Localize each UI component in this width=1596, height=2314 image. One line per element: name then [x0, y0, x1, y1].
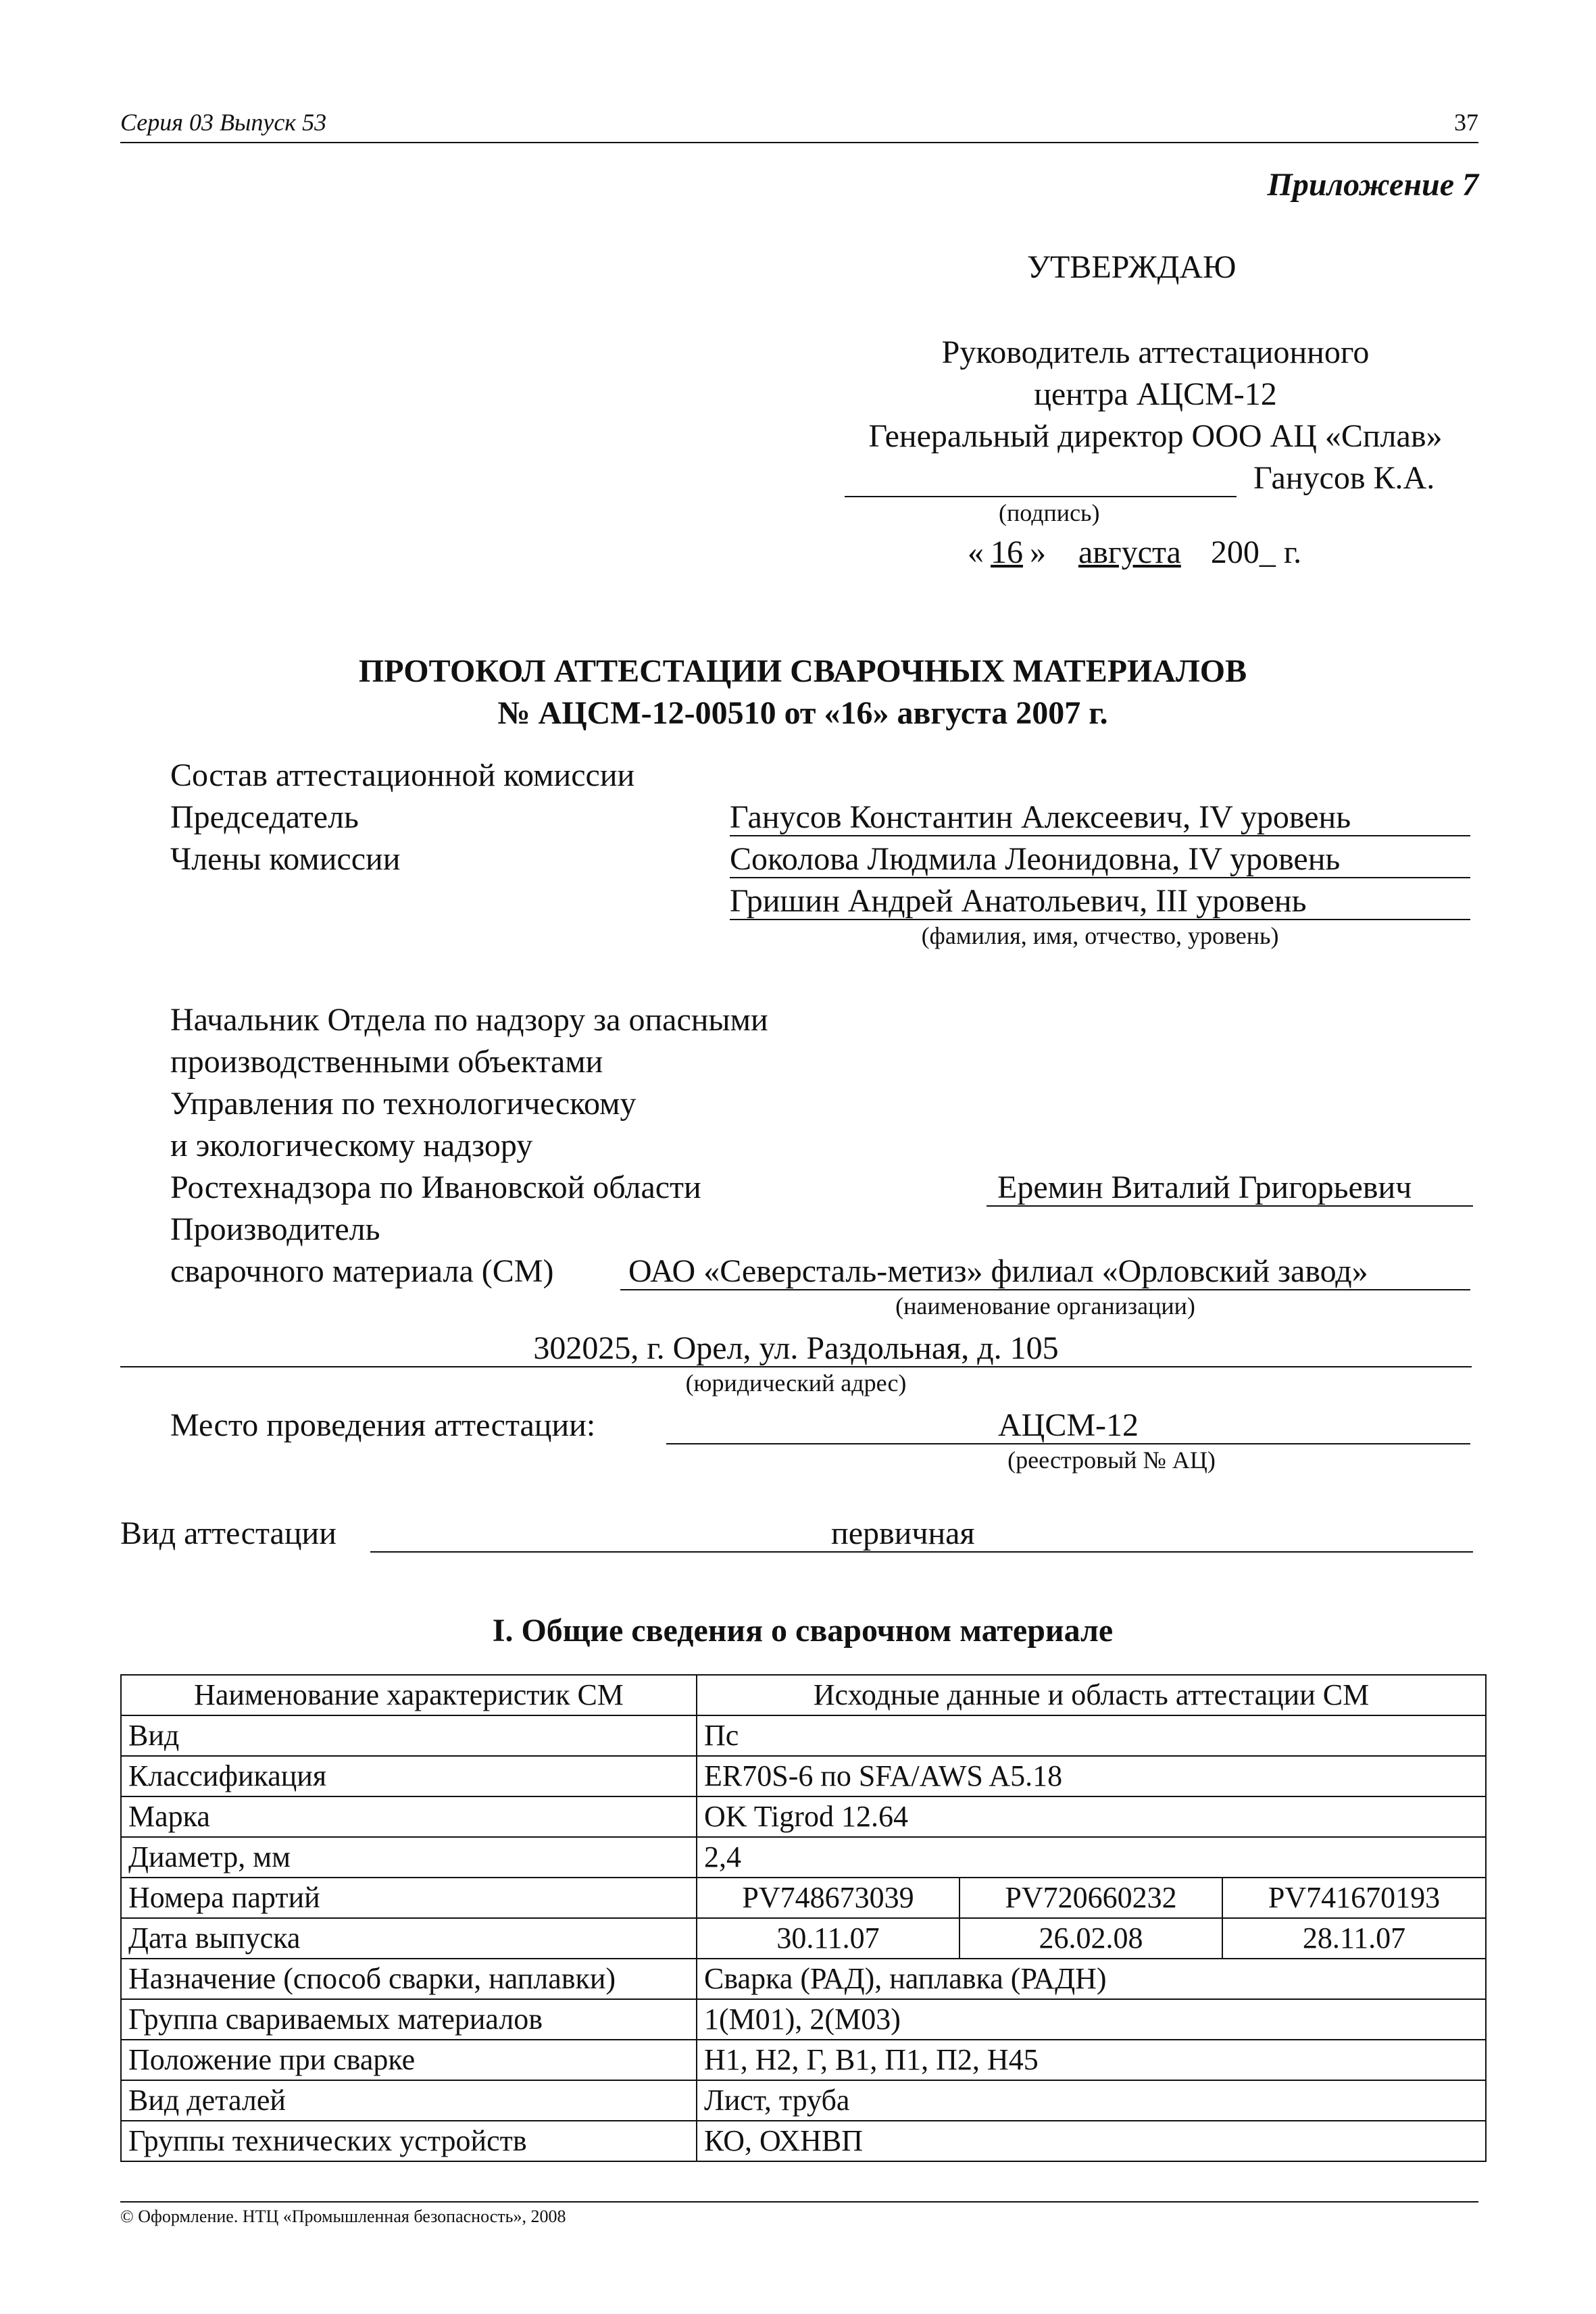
chair-underline	[730, 835, 1470, 836]
row-label: Номера партий	[121, 1878, 697, 1918]
row-value: Пс	[697, 1715, 1486, 1756]
kind-underline	[370, 1551, 1473, 1553]
release-date: 26.02.08	[959, 1918, 1222, 1959]
commission-caption: (фамилия, имя, отчество, уровень)	[921, 922, 1279, 949]
approval-line-3: Генеральный директор ООО АЦ «Сплав»	[868, 418, 1443, 454]
protocol-title: ПРОТОКОЛ АТТЕСТАЦИИ СВАРОЧНЫХ МАТЕРИАЛОВ	[358, 653, 1247, 689]
producer-label-2: сварочного материала (СМ)	[170, 1253, 554, 1289]
row-label: Назначение (способ сварки, наплавки)	[121, 1959, 697, 1999]
producer-underline	[620, 1289, 1470, 1290]
member-2: Гришин Андрей Анатольевич, III уровень	[730, 883, 1307, 919]
approval-signer: Ганусов К.А.	[1253, 460, 1435, 496]
date-day: 16	[991, 534, 1023, 570]
footer-rule	[120, 2201, 1478, 2203]
table-row	[121, 1837, 1486, 1878]
table-row	[121, 1959, 1486, 1999]
chair-label: Председатель	[170, 799, 359, 835]
supervisor-line-3: Управления по технологическому	[170, 1086, 637, 1122]
chair-value: Ганусов Константин Алексеевич, IV уровень	[730, 799, 1351, 835]
release-date: 28.11.07	[1222, 1918, 1486, 1959]
kind-value: первичная	[831, 1515, 975, 1551]
supervisor-line-4: и экологическому надзору	[170, 1128, 533, 1163]
batch-number: PV720660232	[959, 1878, 1222, 1918]
table-row	[121, 1756, 1486, 1796]
place-underline	[666, 1443, 1470, 1444]
section-1-heading: I. Общие сведения о сварочном материале	[492, 1613, 1114, 1649]
material-table	[120, 1674, 1487, 2162]
row-value: 1(М01), 2(М03)	[697, 1999, 1486, 2040]
producer-caption: (наименование организации)	[895, 1292, 1195, 1319]
running-header-series: Серия 03 Выпуск 53	[120, 109, 327, 136]
supervisor-underline	[987, 1205, 1473, 1207]
col-header-data: Исходные данные и область аттестации СМ	[697, 1675, 1486, 1715]
place-caption: (реестровый № АЦ)	[1007, 1447, 1216, 1474]
member-1: Соколова Людмила Леонидовна, IV уровень	[730, 841, 1341, 877]
supervisor-line-1: Начальник Отдела по надзору за опасными	[170, 1002, 768, 1038]
row-label: Вид деталей	[121, 2080, 697, 2121]
table-row	[121, 1796, 1486, 1837]
appendix-label: Приложение 7	[1267, 167, 1478, 203]
table-row	[121, 1878, 1486, 1918]
footer-copyright: © Оформление. НТЦ «Промышленная безопасность», 2008	[120, 2207, 566, 2226]
table-row	[121, 1999, 1486, 2040]
release-date: 30.11.07	[697, 1918, 959, 1959]
signature-caption: (подпись)	[999, 499, 1100, 526]
row-label: Диаметр, мм	[121, 1837, 697, 1878]
approval-line-1: Руководитель аттестационного	[941, 334, 1370, 370]
members-label: Члены комиссии	[170, 841, 401, 877]
date-month: августа	[1078, 534, 1181, 570]
table-row	[121, 2040, 1486, 2080]
producer-label-1: Производитель	[170, 1211, 380, 1247]
member-1-underline	[730, 877, 1470, 878]
commission-heading: Состав аттестационной комиссии	[170, 757, 635, 793]
table-header-row	[121, 1675, 1486, 1715]
row-value: Н1, Н2, Г, В1, П1, П2, Н45	[697, 2040, 1486, 2080]
table-row	[121, 1715, 1486, 1756]
row-value: OK Tigrod 12.64	[697, 1796, 1486, 1837]
approval-line-2: центра АЦСМ-12	[1034, 376, 1277, 412]
kind-label: Вид аттестации	[120, 1515, 336, 1551]
table-row	[121, 1918, 1486, 1959]
row-label: Положение при сварке	[121, 2040, 697, 2080]
row-label: Вид	[121, 1715, 697, 1756]
date-open-quote: «	[968, 534, 984, 570]
batch-number: PV748673039	[697, 1878, 959, 1918]
approval-date	[968, 534, 1301, 572]
supervisor-line-5: Ростехнадзора по Ивановской области	[170, 1169, 701, 1205]
table-row	[121, 2080, 1486, 2121]
member-2-underline	[730, 919, 1470, 920]
row-value: 2,4	[697, 1837, 1486, 1878]
header-rule	[120, 142, 1478, 143]
row-label: Классификация	[121, 1756, 697, 1796]
producer-value: ОАО «Северсталь-метиз» филиал «Орловский завод»	[628, 1253, 1368, 1289]
row-label: Дата выпуска	[121, 1918, 697, 1959]
approve-heading: УТВЕРЖДАЮ	[1027, 249, 1237, 285]
table-row	[121, 2121, 1486, 2161]
batch-number: PV741670193	[1222, 1878, 1486, 1918]
supervisor-line-2: производственными объектами	[170, 1044, 603, 1080]
protocol-number: № АЦСМ-12-00510 от «16» августа 2007 г.	[497, 695, 1108, 731]
row-value: Лист, труба	[697, 2080, 1486, 2121]
row-label: Группа свариваемых материалов	[121, 1999, 697, 2040]
place-value: АЦСМ-12	[997, 1407, 1139, 1443]
col-header-characteristics: Наименование характеристик СМ	[121, 1675, 697, 1715]
row-label: Марка	[121, 1796, 697, 1837]
signature-line	[845, 496, 1237, 497]
date-close-quote: »	[1030, 534, 1046, 570]
row-value: КО, ОХНВП	[697, 2121, 1486, 2161]
date-year: 200_ г.	[1210, 534, 1302, 570]
supervisor-name: Еремин Виталий Григорьевич	[997, 1169, 1412, 1205]
address-underline	[120, 1366, 1472, 1367]
row-value: Сварка (РАД), наплавка (РАДН)	[697, 1959, 1486, 1999]
row-value: ER70S-6 по SFA/AWS A5.18	[697, 1756, 1486, 1796]
address-caption: (юридический адрес)	[685, 1369, 907, 1397]
page-number: 37	[1454, 109, 1478, 136]
place-label: Место проведения аттестации:	[170, 1407, 596, 1443]
producer-address: 302025, г. Орел, ул. Раздольная, д. 105	[533, 1330, 1059, 1366]
row-label: Группы технических устройств	[121, 2121, 697, 2161]
